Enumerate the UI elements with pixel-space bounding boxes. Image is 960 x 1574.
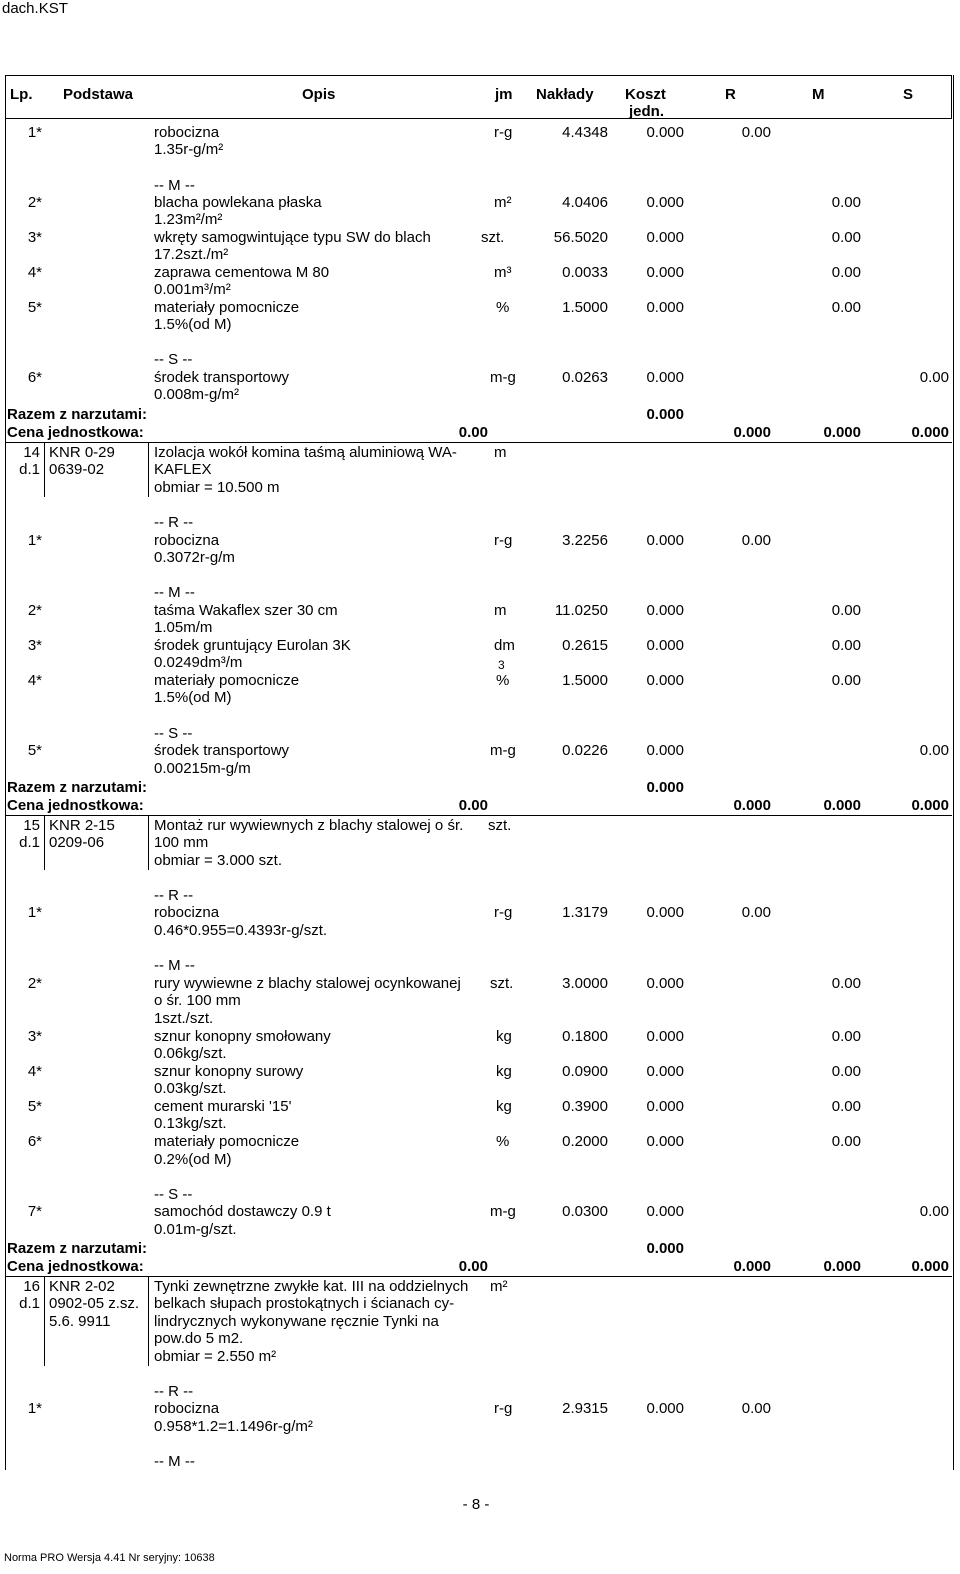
resource-name: wkręty samogwintujące typu SW do blach [154, 229, 431, 246]
item-obmiar: obmiar = 10.500 m [154, 479, 280, 496]
cena-r: 0.000 [733, 424, 771, 441]
header-naklady: Nakłady [536, 86, 594, 103]
resource-norm: 1.23m²/m² [154, 211, 223, 228]
resource-naklady: 2.9315 [562, 1400, 608, 1417]
resource-koszt: 0.000 [646, 194, 684, 211]
section-m-label: -- M -- [154, 1453, 195, 1470]
resource-naklady: 0.2000 [562, 1133, 608, 1150]
header-opis: Opis [302, 86, 336, 103]
item-description: Montaż rur wywiewnych z blachy stalowej o śr. [154, 817, 464, 834]
resource-koszt: 0.000 [646, 1400, 684, 1417]
resource-naklady: 56.5020 [553, 229, 608, 246]
resource-jm: m-g [490, 1203, 516, 1220]
row-lp: 5* [27, 299, 42, 316]
resource-koszt: 0.000 [646, 904, 684, 921]
resource-naklady: 0.0226 [562, 742, 608, 759]
row-lp: 4* [27, 264, 42, 281]
section-s-label: -- S -- [154, 725, 193, 742]
resource-naklady: 4.0406 [562, 194, 608, 211]
resource-name: rury wywiewne z blachy stalowej ocynkowanej [154, 975, 461, 992]
cena-koszt: 0.00 [458, 1258, 488, 1275]
row-lp: 1* [27, 532, 42, 549]
resource-jm: m-g [490, 369, 516, 386]
resource-norm: 0.0249dm³/m [154, 654, 243, 671]
item-basis: KNR 2-15 [49, 817, 115, 834]
resource-name: sznur konopny smołowany [154, 1028, 331, 1045]
item-basis: KNR 0-29 [49, 444, 115, 461]
col-divider [148, 1276, 149, 1366]
resource-name: taśma Wakaflex szer 30 cm [154, 602, 338, 619]
resource-name: środek transportowy [154, 742, 290, 759]
row-lp: 1* [27, 124, 42, 141]
section-r-label: -- R -- [154, 887, 194, 904]
cena-s: 0.000 [911, 1258, 949, 1275]
resource-naklady: 0.0263 [562, 369, 608, 386]
resource-jm: m [494, 602, 507, 619]
resource-koszt: 0.000 [646, 672, 684, 689]
row-lp: 2* [27, 602, 42, 619]
col-divider [44, 442, 45, 497]
resource-name: robocizna [154, 904, 220, 921]
section-m-label: -- M -- [154, 957, 195, 974]
resource-m-value: 0.00 [831, 637, 861, 654]
header-r: R [725, 86, 736, 103]
resource-jm: kg [496, 1063, 512, 1080]
item-basis-code: 0639-02 [49, 461, 105, 478]
cena-label: Cena jednostkowa: [7, 1258, 144, 1275]
resource-name: środek gruntujący Eurolan 3K [154, 637, 351, 654]
razem-label: Razem z narzutami: [7, 779, 148, 796]
resource-naklady: 4.4348 [562, 124, 608, 141]
resource-r-value: 0.00 [741, 532, 771, 549]
cena-s: 0.000 [911, 424, 949, 441]
resource-name: robocizna [154, 1400, 220, 1417]
cena-label: Cena jednostkowa: [7, 797, 144, 814]
resource-koszt: 0.000 [646, 1063, 684, 1080]
item-jm: szt. [488, 817, 512, 834]
resource-koszt: 0.000 [646, 264, 684, 281]
resource-m-value: 0.00 [831, 1133, 861, 1150]
resource-m-value: 0.00 [831, 229, 861, 246]
row-lp: 1* [27, 1400, 42, 1417]
resource-norm: 0.3072r-g/m [154, 549, 235, 566]
resource-jm: szt. [481, 229, 505, 246]
cena-r: 0.000 [733, 1258, 771, 1275]
resource-m-value: 0.00 [831, 264, 861, 281]
resource-naklady: 1.5000 [562, 299, 608, 316]
row-lp: 4* [27, 672, 42, 689]
resource-m-value: 0.00 [831, 1063, 861, 1080]
resource-r-value: 0.00 [741, 1400, 771, 1417]
resource-norm: 0.2%(od M) [154, 1151, 232, 1168]
page-number: - 8 - [462, 1496, 490, 1513]
resource-jm: m² [494, 194, 512, 211]
cena-m: 0.000 [823, 1258, 861, 1275]
resource-name: cement murarski '15' [154, 1098, 292, 1115]
resource-norm: 0.00215m-g/m [154, 760, 251, 777]
resource-norm: 0.06kg/szt. [154, 1045, 227, 1062]
resource-jm: % [496, 1133, 510, 1150]
resource-name-cont: o śr. 100 mm [154, 992, 241, 1009]
resource-naklady: 0.0900 [562, 1063, 608, 1080]
item-description: Tynki zewnętrzne zwykłe kat. III na oddzielnych [154, 1278, 469, 1295]
row-lp: 3* [27, 229, 42, 246]
resource-koszt: 0.000 [646, 637, 684, 654]
col-divider [44, 815, 45, 870]
section-s-label: -- S -- [154, 1186, 193, 1203]
cena-r: 0.000 [733, 797, 771, 814]
resource-m-value: 0.00 [831, 672, 861, 689]
resource-norm: 1.5%(od M) [154, 689, 232, 706]
resource-jm: szt. [490, 975, 514, 992]
item-number-suffix: d.1 [19, 834, 40, 851]
row-lp: 1* [27, 904, 42, 921]
resource-koszt: 0.000 [646, 975, 684, 992]
header-m: M [812, 86, 825, 103]
header-lp: Lp. [10, 86, 33, 103]
resource-jm-exponent: 3 [498, 658, 505, 672]
item-basis-extra: 5.6. 9911 [49, 1313, 111, 1330]
resource-jm: kg [496, 1098, 512, 1115]
resource-naklady: 3.0000 [562, 975, 608, 992]
razem-label: Razem z narzutami: [7, 406, 148, 423]
item-description-cont: pow.do 5 m2. [154, 1330, 244, 1347]
resource-norm: 1.35r-g/m² [154, 141, 224, 158]
row-lp: 6* [27, 369, 42, 386]
resource-koszt: 0.000 [646, 369, 684, 386]
resource-koszt: 0.000 [646, 1028, 684, 1045]
cena-s: 0.000 [911, 797, 949, 814]
razem-label: Razem z narzutami: [7, 1240, 148, 1257]
resource-r-value: 0.00 [741, 904, 771, 921]
razem-value: 0.000 [646, 1240, 684, 1257]
resource-koszt: 0.000 [646, 1098, 684, 1115]
row-lp: 6* [27, 1133, 42, 1150]
row-lp: 7* [27, 1203, 42, 1220]
row-lp: 4* [27, 1063, 42, 1080]
resource-koszt: 0.000 [646, 602, 684, 619]
resource-s-value: 0.00 [919, 742, 949, 759]
row-lp: 2* [27, 975, 42, 992]
cena-label: Cena jednostkowa: [7, 424, 144, 441]
resource-naklady: 3.2256 [562, 532, 608, 549]
item-description-cont: KAFLEX [154, 461, 212, 478]
header-podstawa: Podstawa [63, 86, 134, 103]
resource-norm: 17.2szt./m² [154, 246, 229, 263]
resource-naklady: 0.0300 [562, 1203, 608, 1220]
item-description-cont: belkach słupach prostokątnych i ścianach cy- [154, 1295, 455, 1312]
razem-value: 0.000 [646, 779, 684, 796]
resource-m-value: 0.00 [831, 1028, 861, 1045]
resource-m-value: 0.00 [831, 975, 861, 992]
col-divider [44, 1276, 45, 1366]
item-number-suffix: d.1 [19, 461, 40, 478]
resource-jm: kg [496, 1028, 512, 1045]
resource-jm: dm [494, 637, 515, 654]
resource-naklady: 0.0033 [562, 264, 608, 281]
resource-norm: 0.46*0.955=0.4393r-g/szt. [154, 922, 328, 939]
item-basis-code: 0209-06 [49, 834, 105, 851]
section-m-label: -- M -- [154, 177, 195, 194]
resource-naklady: 1.5000 [562, 672, 608, 689]
item-obmiar: obmiar = 3.000 szt. [154, 852, 282, 869]
header-koszt-jedn: jedn. [629, 103, 665, 120]
header-koszt: Koszt [625, 86, 666, 103]
resource-m-value: 0.00 [831, 299, 861, 316]
row-lp: 5* [27, 742, 42, 759]
item-basis-code: 0902-05 z.sz. [49, 1295, 140, 1312]
col-divider [148, 442, 149, 497]
section-r-label: -- R -- [154, 1383, 194, 1400]
section-r-label: -- R -- [154, 514, 194, 531]
item-description: Izolacja wokół komina taśmą aluminiową WA- [154, 444, 457, 461]
cena-koszt: 0.00 [458, 797, 488, 814]
resource-koszt: 0.000 [646, 299, 684, 316]
razem-value: 0.000 [646, 406, 684, 423]
resource-name: sznur konopny surowy [154, 1063, 304, 1080]
item-number: 16 [23, 1278, 40, 1295]
resource-norm: 0.958*1.2=1.1496r-g/m² [154, 1418, 313, 1435]
resource-koszt: 0.000 [646, 742, 684, 759]
resource-naklady: 11.0250 [554, 602, 608, 619]
item-obmiar: obmiar = 2.550 m² [154, 1348, 277, 1365]
resource-norm: 0.001m³/m² [154, 281, 231, 298]
section-m-label: -- M -- [154, 584, 195, 601]
resource-s-value: 0.00 [919, 369, 949, 386]
resource-norm: 0.13kg/szt. [154, 1115, 227, 1132]
resource-jm: r-g [494, 1400, 513, 1417]
item-jm: m [494, 444, 507, 461]
resource-koszt: 0.000 [646, 1203, 684, 1220]
row-lp: 3* [27, 1028, 42, 1045]
section-s-label: -- S -- [154, 351, 193, 368]
item-jm: m² [490, 1278, 508, 1295]
resource-name: zaprawa cementowa M 80 [154, 264, 330, 281]
resource-norm: 0.01m-g/szt. [154, 1221, 237, 1238]
resource-s-value: 0.00 [919, 1203, 949, 1220]
row-lp: 3* [27, 637, 42, 654]
header-jm: jm [495, 86, 513, 103]
header-s: S [903, 86, 914, 103]
table-header [5, 75, 952, 119]
resource-name: robocizna [154, 124, 220, 141]
resource-norm: 1.05m/m [154, 619, 213, 636]
resource-naklady: 0.2615 [562, 637, 608, 654]
resource-jm: m³ [494, 264, 512, 281]
col-divider [148, 815, 149, 870]
resource-m-value: 0.00 [831, 1098, 861, 1115]
resource-m-value: 0.00 [831, 194, 861, 211]
footer-software-info: Norma PRO Wersja 4.41 Nr seryjny: 10638 [4, 1552, 215, 1564]
resource-norm: 1.5%(od M) [154, 316, 232, 333]
resource-jm: r-g [494, 124, 513, 141]
resource-name: materiały pomocnicze [154, 672, 300, 689]
resource-koszt: 0.000 [646, 1133, 684, 1150]
resource-name: robocizna [154, 532, 220, 549]
resource-jm: m-g [490, 742, 516, 759]
cena-m: 0.000 [823, 797, 861, 814]
cena-koszt: 0.00 [458, 424, 488, 441]
item-basis: KNR 2-02 [49, 1278, 115, 1295]
resource-m-value: 0.00 [831, 602, 861, 619]
resource-jm: r-g [494, 532, 513, 549]
row-lp: 2* [27, 194, 42, 211]
resource-naklady: 0.3900 [562, 1098, 608, 1115]
cena-m: 0.000 [823, 424, 861, 441]
document-title: dach.KST [2, 0, 68, 17]
resource-naklady: 1.3179 [562, 904, 608, 921]
item-number: 14 [23, 444, 40, 461]
resource-norm: 0.03kg/szt. [154, 1080, 227, 1097]
item-description-cont: lindrycznych wykonywane ręcznie Tynki na [154, 1313, 439, 1330]
resource-name: samochód dostawczy 0.9 t [154, 1203, 331, 1220]
resource-name: blacha powlekana płaska [154, 194, 322, 211]
item-number: 15 [23, 817, 40, 834]
item-number-suffix: d.1 [19, 1295, 40, 1312]
resource-norm: 0.008m-g/m² [154, 386, 240, 403]
resource-koszt: 0.000 [646, 229, 684, 246]
resource-jm: % [496, 299, 510, 316]
resource-name: materiały pomocnicze [154, 299, 300, 316]
resource-name: środek transportowy [154, 369, 290, 386]
resource-name: materiały pomocnicze [154, 1133, 300, 1150]
resource-naklady: 0.1800 [562, 1028, 608, 1045]
resource-koszt: 0.000 [646, 532, 684, 549]
resource-jm: % [496, 672, 510, 689]
item-description-cont: 100 mm [154, 834, 209, 851]
resource-r-value: 0.00 [741, 124, 771, 141]
resource-jm: r-g [494, 904, 513, 921]
resource-koszt: 0.000 [646, 124, 684, 141]
resource-norm: 1szt./szt. [154, 1010, 214, 1027]
row-lp: 5* [27, 1098, 42, 1115]
